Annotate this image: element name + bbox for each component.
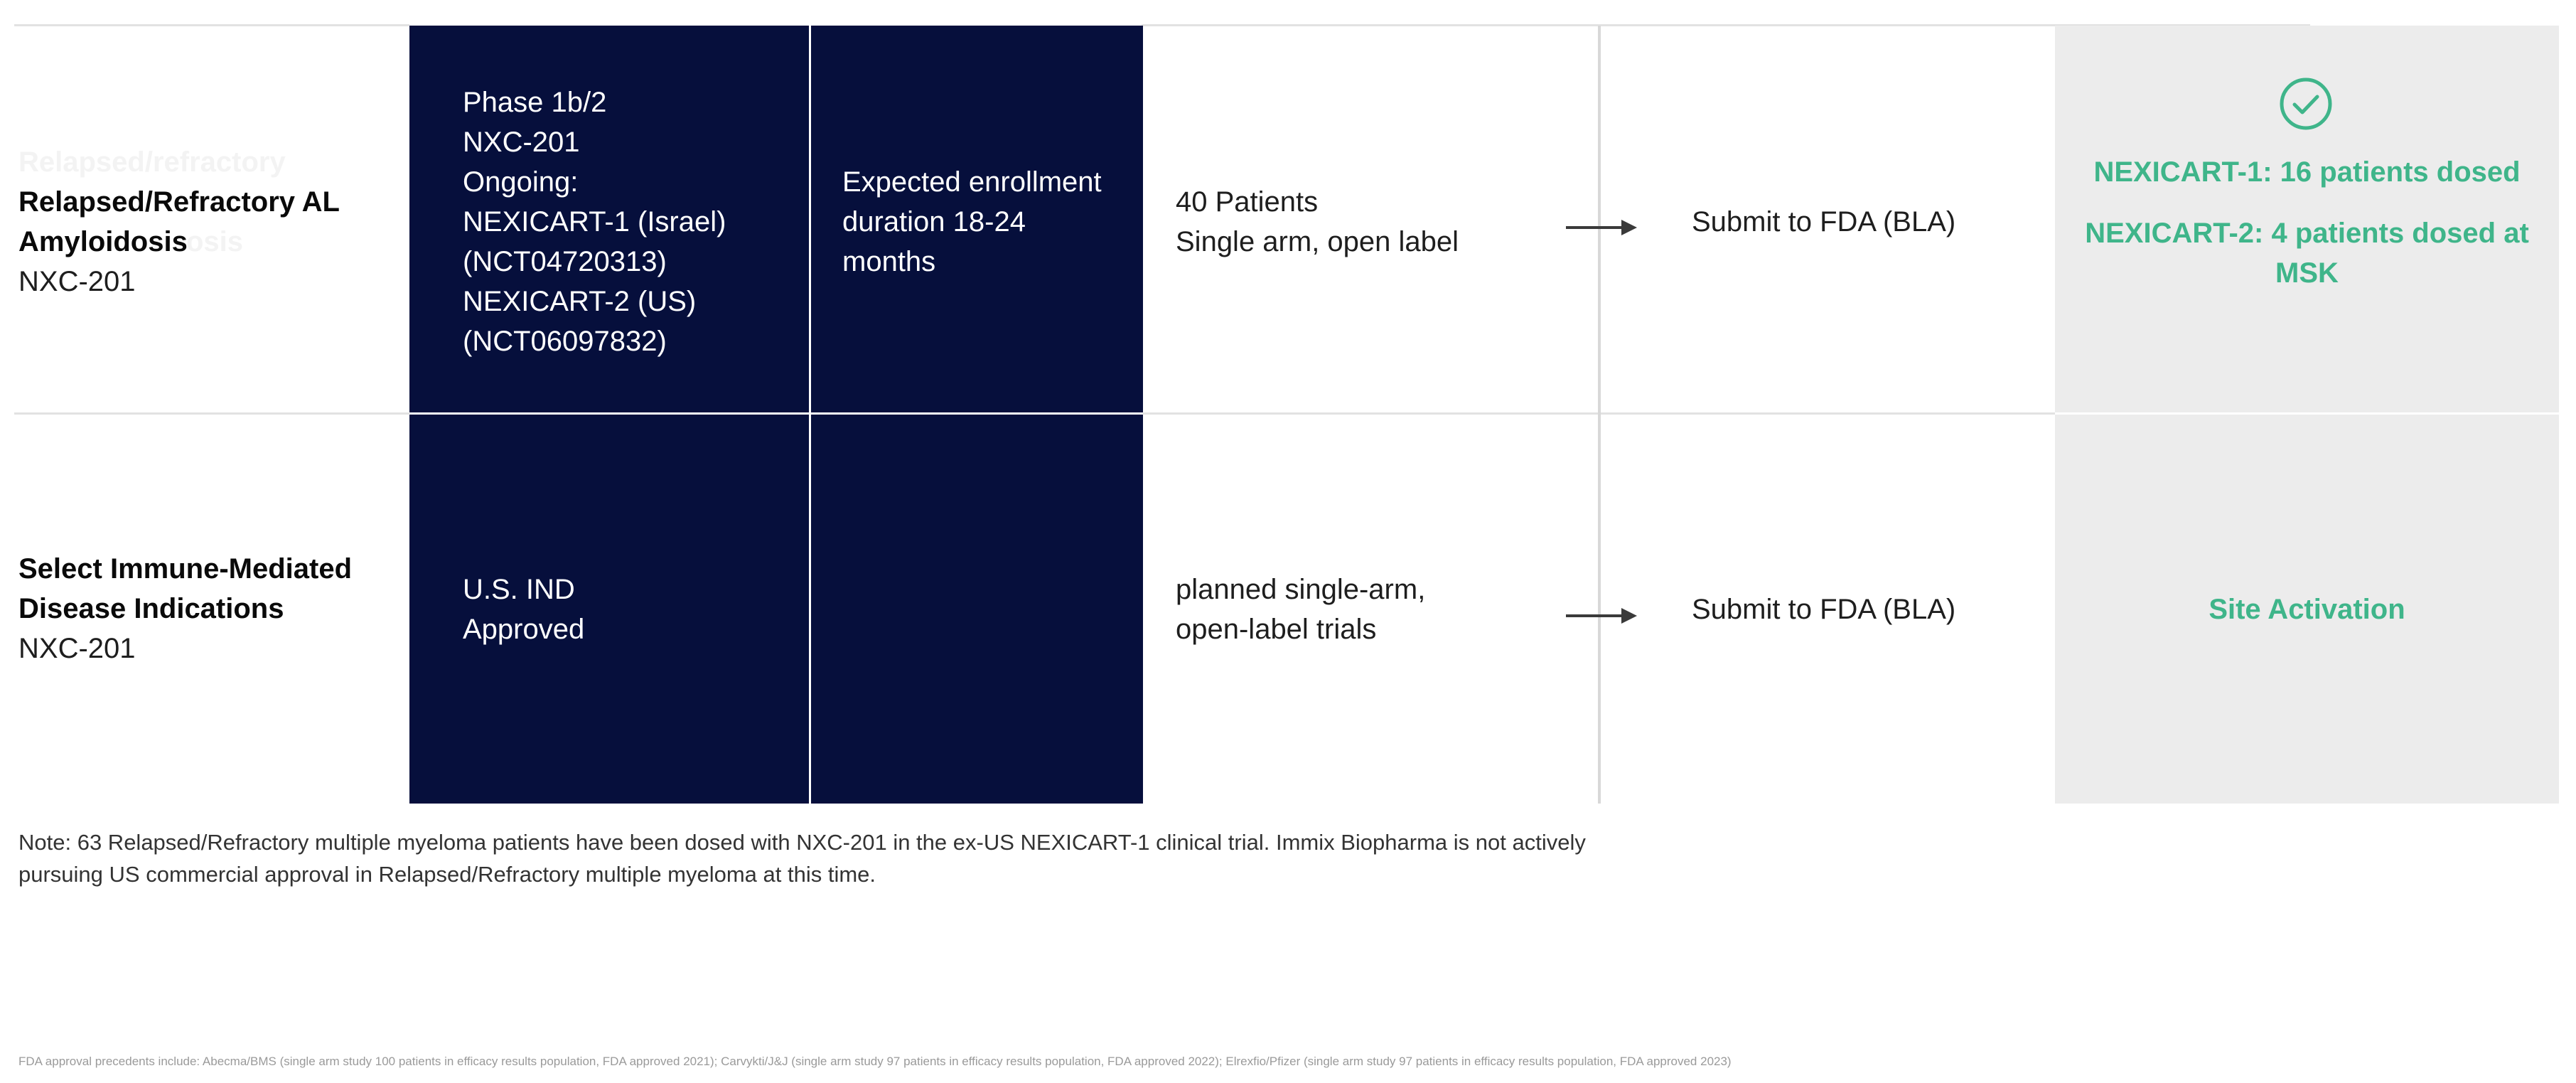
status-text: Site Activation bbox=[2209, 594, 2405, 625]
product-name: NXC-201 bbox=[18, 266, 136, 297]
column-divider bbox=[1598, 26, 1601, 804]
enrollment-line: Expected enrollment bbox=[842, 166, 1102, 198]
phase-line: (NCT04720313) bbox=[463, 246, 667, 277]
next-step-text: Submit to FDA (BLA) bbox=[1692, 206, 1956, 238]
phase-line: Approved bbox=[463, 614, 585, 645]
phase-line: U.S. IND bbox=[463, 574, 575, 605]
enrollment-line: months bbox=[842, 246, 936, 277]
indication-ghost-text-2: osis bbox=[186, 226, 244, 257]
note-text: Note: 63 Relapsed/Refractory multiple myeloma patients have been dosed with NXC-201 in the ex-US NEXICART-1 clinical trial. Immix Biopharma is not actively pursuing US commercial approval in Relapsed/Refractory multiple myeloma at this time. bbox=[18, 830, 1586, 887]
indication-title-line1: Select Immune-Mediated bbox=[18, 553, 353, 585]
patients-line: planned single-arm, bbox=[1176, 574, 1426, 605]
patients-line: Single arm, open label bbox=[1176, 226, 1459, 257]
phase-line: (NCT06097832) bbox=[463, 326, 667, 357]
phase-line: NEXICART-1 (Israel) bbox=[463, 206, 726, 238]
navy-row-divider bbox=[409, 412, 1143, 415]
status-column-panel bbox=[2055, 26, 2559, 804]
status-text: NEXICART-1: 16 patients dosed bbox=[2093, 156, 2521, 188]
indication-ghost-text: Relapsed/refractory bbox=[18, 146, 286, 178]
enrollment-line: duration 18-24 bbox=[842, 206, 1026, 238]
indication-title-line2: Disease Indications bbox=[18, 593, 284, 624]
next-step-text: Submit to FDA (BLA) bbox=[1692, 594, 1956, 625]
arrow-right-icon bbox=[1566, 226, 1634, 229]
patients-line: open-label trials bbox=[1176, 614, 1377, 645]
product-name: NXC-201 bbox=[18, 633, 136, 664]
footnote-text: FDA approval precedents include: Abecma/BMS (single arm study 100 patients in efficacy results population, FDA approved 2021); Carvykti/J&J (single arm study 97 patients in efficacy results population, FDA approved 2022); Elrexfio/Pfizer (single arm study 97 patients in efficacy results population, FDA approved 2023) bbox=[18, 1055, 1732, 1068]
check-circle-icon bbox=[2279, 77, 2333, 131]
phase-line: NXC-201 bbox=[463, 127, 580, 158]
table-top-rule bbox=[14, 24, 409, 26]
status-row-divider bbox=[2055, 412, 2559, 415]
status-text: NEXICART-2: 4 patients dosed at MSK bbox=[2085, 218, 2529, 289]
phase-enrollment-divider bbox=[809, 26, 811, 804]
phase-line: Phase 1b/2 bbox=[463, 87, 607, 118]
arrow-right-icon bbox=[1566, 614, 1634, 617]
patients-line: 40 Patients bbox=[1176, 186, 1319, 218]
phase-line: NEXICART-2 (US) bbox=[463, 286, 697, 317]
indication-title-line2: Amyloidosis bbox=[18, 226, 188, 257]
phase-line: Ongoing: bbox=[463, 166, 579, 198]
indication-title-line1: Relapsed/Refractory AL bbox=[18, 186, 340, 218]
